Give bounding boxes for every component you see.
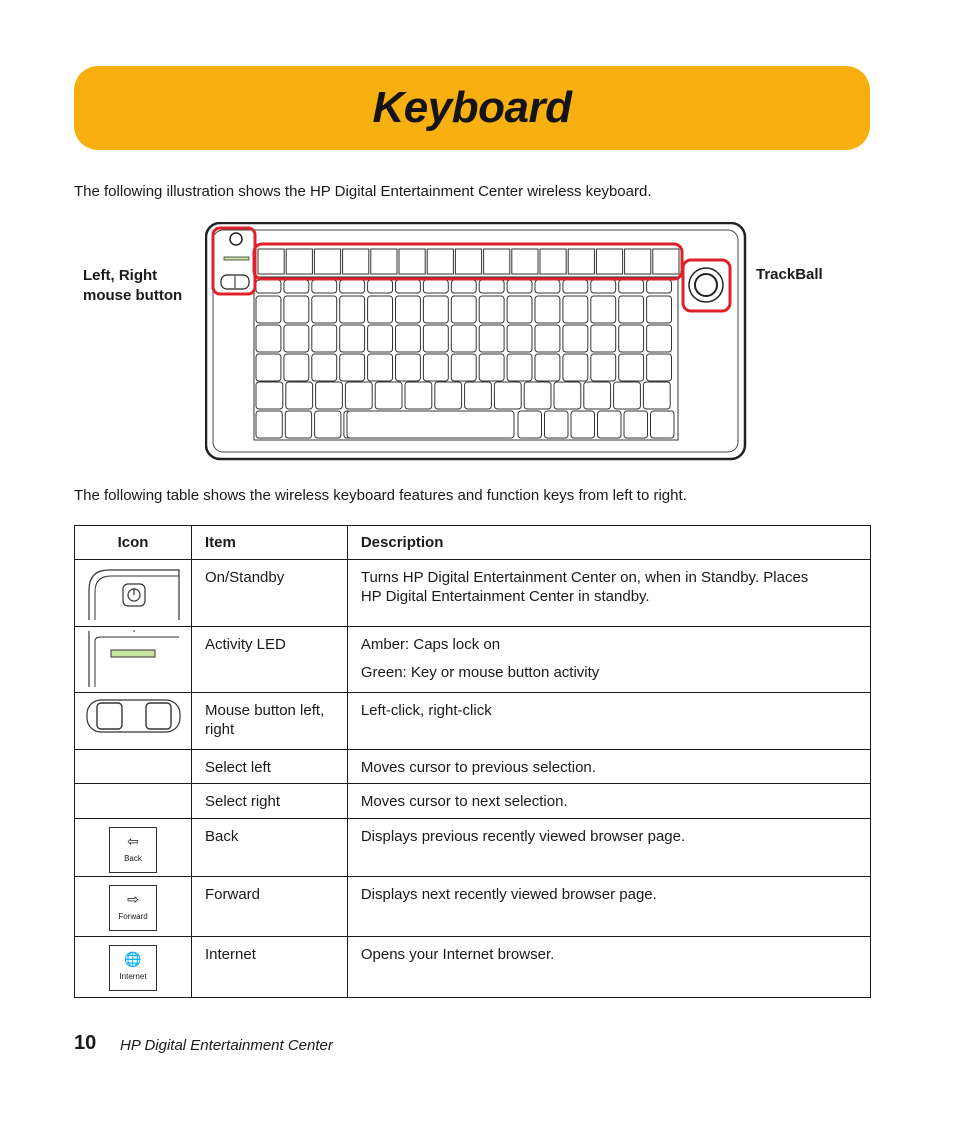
description-cell [347, 627, 870, 693]
key [451, 354, 476, 381]
page-title: Keyboard [372, 83, 572, 132]
power-button [230, 233, 242, 245]
key [423, 296, 448, 323]
item-label: Internet [205, 946, 256, 963]
key [563, 325, 588, 352]
key [494, 382, 521, 409]
key [563, 280, 588, 293]
key [507, 280, 532, 293]
function-key [258, 249, 284, 274]
footer-doc-title: HP Digital Entertainment Center [120, 1037, 333, 1054]
table-row [75, 784, 871, 819]
key [284, 296, 309, 323]
table-row [75, 819, 871, 877]
key [368, 325, 393, 352]
key [479, 354, 504, 381]
description-text: Left-click, right-click [360, 702, 492, 719]
key [591, 280, 616, 293]
key [535, 280, 560, 293]
description-cell [347, 877, 870, 937]
key [396, 354, 421, 381]
header-item: Item [192, 526, 348, 560]
item-cell [192, 627, 348, 693]
item-cell [192, 784, 348, 819]
key [315, 411, 341, 438]
description-cell [347, 819, 870, 877]
function-key [371, 249, 397, 274]
key [535, 296, 560, 323]
key [518, 411, 542, 438]
icon-cell [75, 627, 192, 693]
description-text: Turns HP Digital Entertainment Center on, when in Standby. Places HP Digital Entertainment Center in standby. [360, 569, 809, 605]
mouse-buttons-icon [75, 693, 191, 745]
description-text: Displays previous recently viewed browser page. [360, 828, 686, 845]
spacebar-key [347, 411, 514, 438]
key [405, 382, 432, 409]
key [535, 354, 560, 381]
item-label: On/Standby [205, 569, 285, 586]
description-text: Opens your Internet browser. [360, 946, 555, 963]
key [375, 382, 402, 409]
function-key [568, 249, 594, 274]
description-cell [347, 784, 870, 819]
key [340, 325, 365, 352]
key [584, 382, 611, 409]
activity-led-icon [75, 627, 191, 688]
item-cell [192, 819, 348, 877]
key [256, 411, 282, 438]
description-text: Moves cursor to previous selection. [360, 759, 596, 776]
icon-cell [75, 750, 192, 784]
key [284, 325, 309, 352]
icon-cell [75, 819, 192, 877]
table-intro-paragraph: The following table shows the wireless keyboard features and function keys from left to right. [74, 487, 687, 504]
description-cell [347, 560, 870, 627]
key [591, 296, 616, 323]
item-cell [192, 560, 348, 627]
description-text: Moves cursor to next selection. [360, 793, 568, 810]
key [340, 354, 365, 381]
callout-mouse-buttons [83, 266, 182, 306]
function-key [399, 249, 425, 274]
key [624, 411, 648, 438]
icon-cell [75, 937, 192, 998]
icon-cell [75, 560, 192, 627]
globe-glyph: 🌐 [124, 951, 142, 967]
function-key [343, 249, 369, 274]
header-description: Description [347, 526, 870, 560]
key [647, 280, 672, 293]
header-icon: Icon [75, 526, 192, 560]
power-icon [75, 560, 191, 622]
key [423, 280, 448, 293]
function-key [286, 249, 312, 274]
key [571, 411, 595, 438]
function-key [625, 249, 651, 274]
key [396, 296, 421, 323]
key [312, 354, 337, 381]
key [619, 354, 644, 381]
item-label: Select left [205, 759, 271, 776]
callout-trackball: TrackBall [756, 266, 823, 283]
key [619, 280, 644, 293]
description-cell [347, 693, 870, 750]
activity-led [224, 257, 249, 260]
back-icon [109, 827, 157, 873]
internet-icon [109, 945, 157, 991]
features-table [74, 525, 871, 998]
key [256, 354, 281, 381]
key [284, 354, 309, 381]
key [435, 382, 462, 409]
key [312, 325, 337, 352]
key [651, 411, 675, 438]
keyboard-illustration [205, 222, 747, 462]
key [284, 280, 309, 293]
item-label: Back [205, 828, 239, 845]
key [563, 354, 588, 381]
description-cell [347, 750, 870, 784]
description-text: Displays next recently viewed browser page. [360, 886, 657, 903]
table-row [75, 560, 871, 627]
key [312, 280, 337, 293]
intro-paragraph: The following illustration shows the HP Digital Entertainment Center wireless keyboard. [74, 183, 652, 200]
key [256, 280, 281, 293]
icon-caption: Forward [118, 912, 148, 921]
title-banner [74, 66, 870, 150]
key [591, 354, 616, 381]
key [554, 382, 581, 409]
page-number: 10 [74, 1032, 97, 1054]
key [643, 382, 670, 409]
description-text: Green: Key or mouse button activity [360, 664, 600, 681]
key [479, 296, 504, 323]
function-key [484, 249, 510, 274]
key [368, 280, 393, 293]
key [479, 325, 504, 352]
key [647, 354, 672, 381]
table-row [75, 627, 871, 693]
key [507, 296, 532, 323]
function-key [653, 249, 679, 274]
key [465, 382, 492, 409]
table-row [75, 693, 871, 750]
icon-cell [75, 784, 192, 819]
key [507, 325, 532, 352]
function-key [427, 249, 453, 274]
function-key [540, 249, 566, 274]
callout-mouse-buttons-line1: Left, Right [83, 267, 158, 284]
key [619, 325, 644, 352]
icon-caption: Back [124, 854, 142, 863]
key [256, 382, 283, 409]
key [614, 382, 641, 409]
icon-caption: Internet [119, 972, 147, 981]
item-label: Forward [205, 886, 261, 903]
key [396, 325, 421, 352]
icon-cell [75, 877, 192, 937]
item-cell [192, 750, 348, 784]
item-cell [192, 693, 348, 750]
description-cell [347, 937, 870, 998]
item-label: Activity LED [205, 636, 286, 653]
key [507, 354, 532, 381]
table-header-row [75, 526, 871, 560]
key [368, 296, 393, 323]
forward-icon [109, 885, 157, 931]
function-key [596, 249, 622, 274]
key [286, 382, 313, 409]
key [423, 354, 448, 381]
function-key [455, 249, 481, 274]
item-cell [192, 877, 348, 937]
key [340, 296, 365, 323]
key [479, 280, 504, 293]
key [524, 382, 551, 409]
keyboard-keys [221, 233, 723, 438]
table-row [75, 877, 871, 937]
key [340, 280, 365, 293]
function-key [314, 249, 340, 274]
function-key [512, 249, 538, 274]
key [563, 296, 588, 323]
key [598, 411, 622, 438]
key [619, 296, 644, 323]
key [451, 280, 476, 293]
callout-mouse-buttons-line2: mouse button [83, 287, 183, 304]
key [591, 325, 616, 352]
key [368, 354, 393, 381]
key [545, 411, 569, 438]
key [396, 280, 421, 293]
forward-arrow-glyph: ⇨ [127, 891, 139, 907]
key [451, 296, 476, 323]
icon-cell [75, 693, 192, 750]
key [647, 296, 672, 323]
key [423, 325, 448, 352]
key [316, 382, 343, 409]
key [256, 296, 281, 323]
key [345, 382, 372, 409]
description-text: Amber: Caps lock on [360, 636, 501, 653]
key [451, 325, 476, 352]
key [256, 325, 281, 352]
table-row [75, 937, 871, 998]
item-cell [192, 937, 348, 998]
key [312, 296, 337, 323]
key [535, 325, 560, 352]
table-row [75, 750, 871, 784]
key [647, 325, 672, 352]
back-arrow-glyph: ⇦ [127, 833, 139, 849]
trackball-inner [695, 274, 717, 296]
item-label: Mouse button left, right [205, 702, 325, 738]
key [285, 411, 311, 438]
item-label: Select right [205, 793, 281, 810]
